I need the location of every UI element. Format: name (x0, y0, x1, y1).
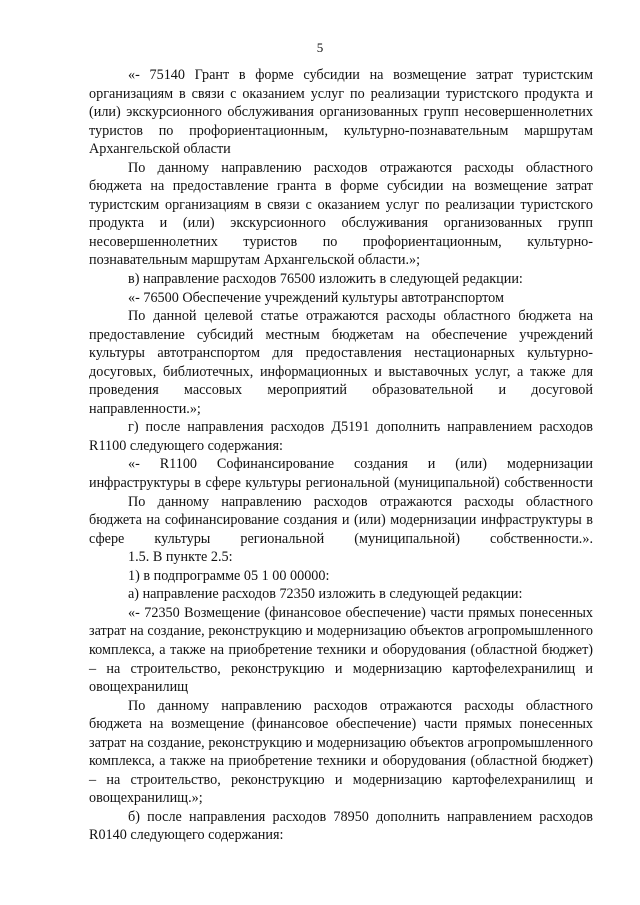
paragraph-item-g: г) после направления расходов Д5191 дополнить направлением расходов R1100 следующего содержания: (89, 419, 593, 454)
paragraph-72350-title: «- 72350 Возмещение (финансовое обеспечение) части прямых понесенных затрат на создание, реконструкцию и модернизацию объектов агропромышленного комплекса, а также на приобретение техники и оборудования (областной бюджет) – на строительство, реконструкцию и модернизацию картофелехранилищ и овощехранилищ (89, 604, 593, 696)
paragraph-item-a: а) направление расходов 72350 изложить в следующей редакции: (128, 586, 523, 603)
paragraph-item-b: б) после направления расходов 78950 дополнить направлением расходов R0140 следующего содержания: (89, 808, 593, 844)
paragraph-r1100-title: «- R1100 Софинансирование создания и (или) модернизации инфраструктуры в сфере культуры региональной (муниципальной) собственности (89, 456, 593, 492)
paragraph-grant-75140-description: По данному направлению расходов отражаются расходы областного бюджета на предоставление гранта в форме субсидии на возмещение затрат туристским организациям в связи с оказанием услуг по реализации туристского продукта и (или) экскурсионного обслуживания организованных групп несовершеннолетних туристов по профориентационным, культурно-познавательным маршрутам Архангельской области.»; (89, 159, 593, 269)
paragraph-76500-description: По данной целевой статье отражаются расходы областного бюджета на предоставление субсидий местным бюджетам на обеспечение учреждений культуры автотранспортом для предоставления нестационарных культурно-досуговых, библиотечных, информационных и выставочных услуг, а также для проведения массовых мероприятий образовательной и досуговой направленности.»; (89, 308, 593, 417)
paragraph-76500-title: «- 76500 Обеспечение учреждений культуры автотранспортом (128, 289, 504, 306)
paragraph-subprogram: 1) в подпрограмме 05 1 00 00000: (128, 567, 330, 584)
paragraph-section-1-5: 1.5. В пункте 2.5: (128, 549, 233, 566)
page-number: 5 (316, 40, 324, 55)
paragraph-r1100-description: По данному направлению расходов отражаются расходы областного бюджета на софинансирование создания и (или) модернизации инфраструктуры в сфере культуры региональной (муниципальной) собственности.». (89, 493, 593, 547)
paragraph-72350-description: По данному направлению расходов отражаются расходы областного бюджета на возмещение (финансовое обеспечение) части прямых понесенных затрат на создание, реконструкцию и модернизацию объектов агропромышленного комплекса, а также на приобретение техники и оборудования (областной бюджет) – на строительство, реконструкцию и модернизацию картофелехранилищ и овощехранилищ.»; (89, 697, 593, 807)
paragraph-item-v: в) направление расходов 76500 изложить в следующей редакции: (128, 271, 523, 288)
document-body (89, 66, 593, 845)
paragraph-grant-75140: «- 75140 Грант в форме субсидии на возмещение затрат туристским организациям в связи с оказанием услуг по реализации туристского продукта и (или) экскурсионного обслуживания организованных групп несовершеннолетних туристов по профориентационным, культурно-познавательным маршрутам Архангельской области (89, 67, 593, 158)
